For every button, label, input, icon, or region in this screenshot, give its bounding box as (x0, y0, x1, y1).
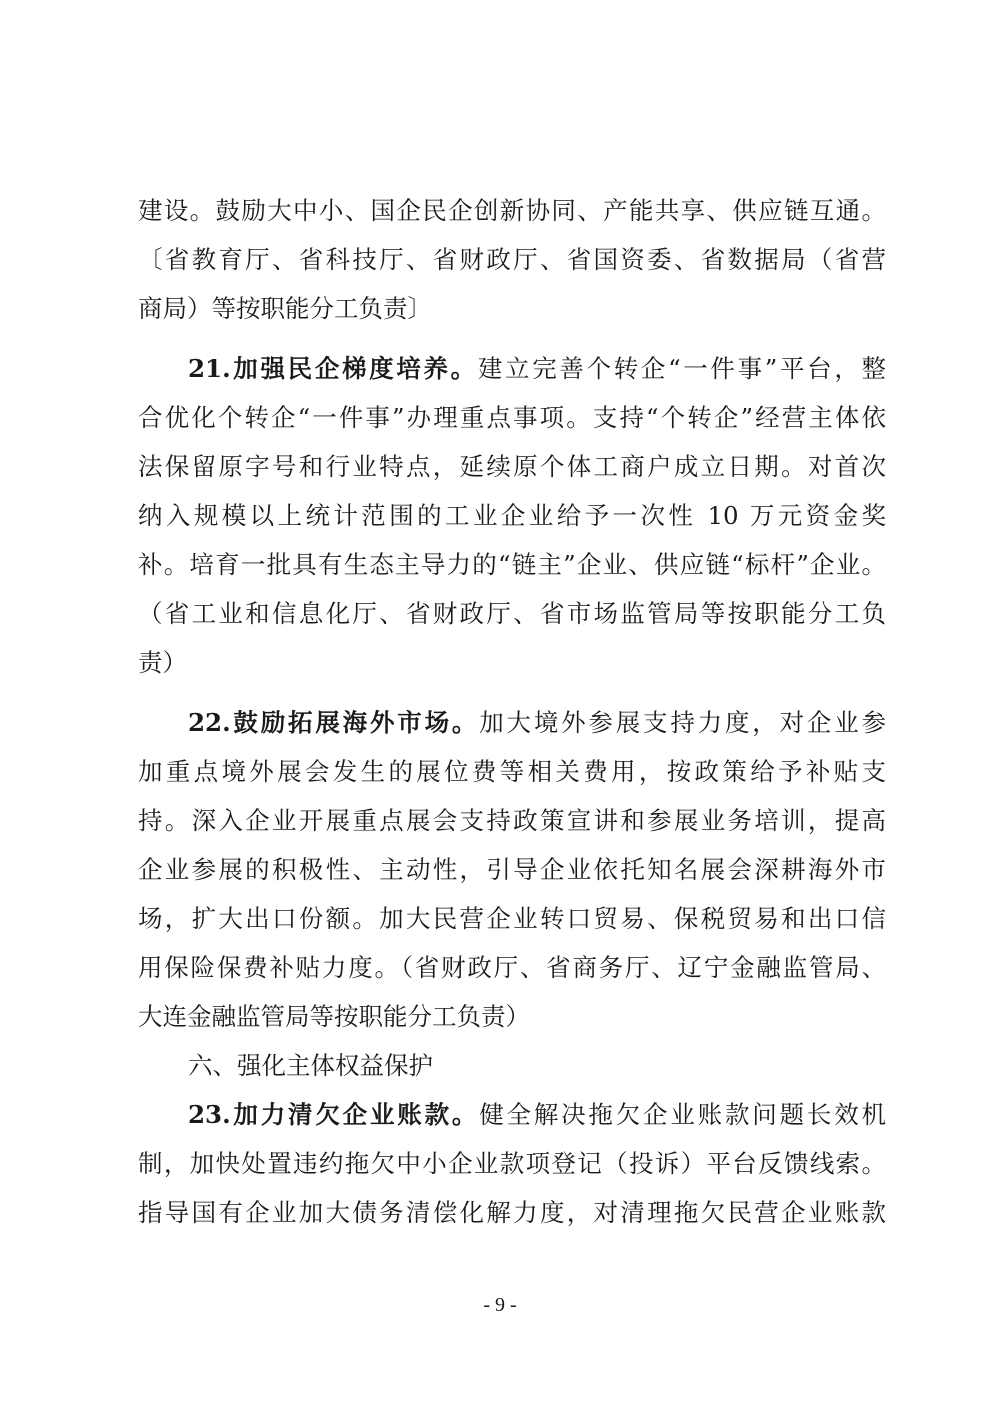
text-line: 加重点境外展会发生的展位费等相关费用，按政策给予补贴支 (138, 757, 886, 786)
item-title: 23.加力清欠企业账款。 (188, 1100, 480, 1129)
text-line: 建设。鼓励大中小、国企民企创新协同、产能共享、供应链互通。 (138, 196, 886, 225)
body-text (138, 186, 886, 1237)
text-line (138, 1090, 886, 1139)
item-title: 21.加强民企梯度培养。 (188, 354, 478, 383)
text-line: 补。培育一批具有生态主导力的“链主”企业、供应链“标杆”企业。 (138, 550, 886, 579)
paragraph-item-21 (138, 344, 886, 687)
item-text: 健全解决拖欠企业账款问题长效机 (479, 1100, 887, 1129)
text-line: 纳入规模以上统计范围的工业企业给予一次性 10 万元资金奖 (138, 501, 886, 530)
page-number: - 9 - (483, 1294, 517, 1316)
text-line: 法保留原字号和行业特点，延续原个体工商户成立日期。对首次 (138, 452, 886, 481)
text-line (138, 698, 886, 747)
text-line: 〔省教育厅、省科技厅、省财政厅、省国资委、省数据局（省营 (138, 245, 886, 274)
paragraph-item-22 (138, 698, 886, 1041)
item-text: 建立完善个转企“一件事”平台，整 (477, 354, 886, 383)
text-line (138, 344, 886, 393)
text-line: 企业参展的积极性、主动性，引导企业依托知名展会深耕海外市 (138, 855, 886, 884)
paragraph-intro (138, 186, 886, 333)
text-line: 指导国有企业加大债务清偿化解力度，对清理拖欠民营企业账款 (138, 1198, 886, 1227)
item-text: 加大境外参展支持力度，对企业参 (479, 708, 887, 737)
text-line: 持。深入企业开展重点展会支持政策宣讲和参展业务培训，提高 (138, 806, 886, 835)
text-line: 制，加快处置违约拖欠中小企业款项登记（投诉）平台反馈线索。 (138, 1149, 886, 1178)
text-line: （省工业和信息化厅、省财政厅、省市场监管局等按职能分工负 (138, 599, 886, 628)
item-title: 22.鼓励拓展海外市场。 (188, 708, 480, 737)
text-line: 责） (138, 648, 187, 677)
text-line: 用保险保费补贴力度。（省财政厅、省商务厅、辽宁金融监管局、 (138, 953, 886, 982)
text-line: 大连金融监管局等按职能分工负责） (138, 1002, 530, 1031)
text-line: 合优化个转企“一件事”办理重点事项。支持“个转企”经营主体依 (138, 403, 886, 432)
section-heading: 六、强化主体权益保护 (188, 1051, 433, 1080)
text-line: 商局）等按职能分工负责〕 (138, 294, 432, 323)
paragraph-item-23 (138, 1090, 886, 1237)
text-line: 场，扩大出口份额。加大民营企业转口贸易、保税贸易和出口信 (138, 904, 886, 933)
